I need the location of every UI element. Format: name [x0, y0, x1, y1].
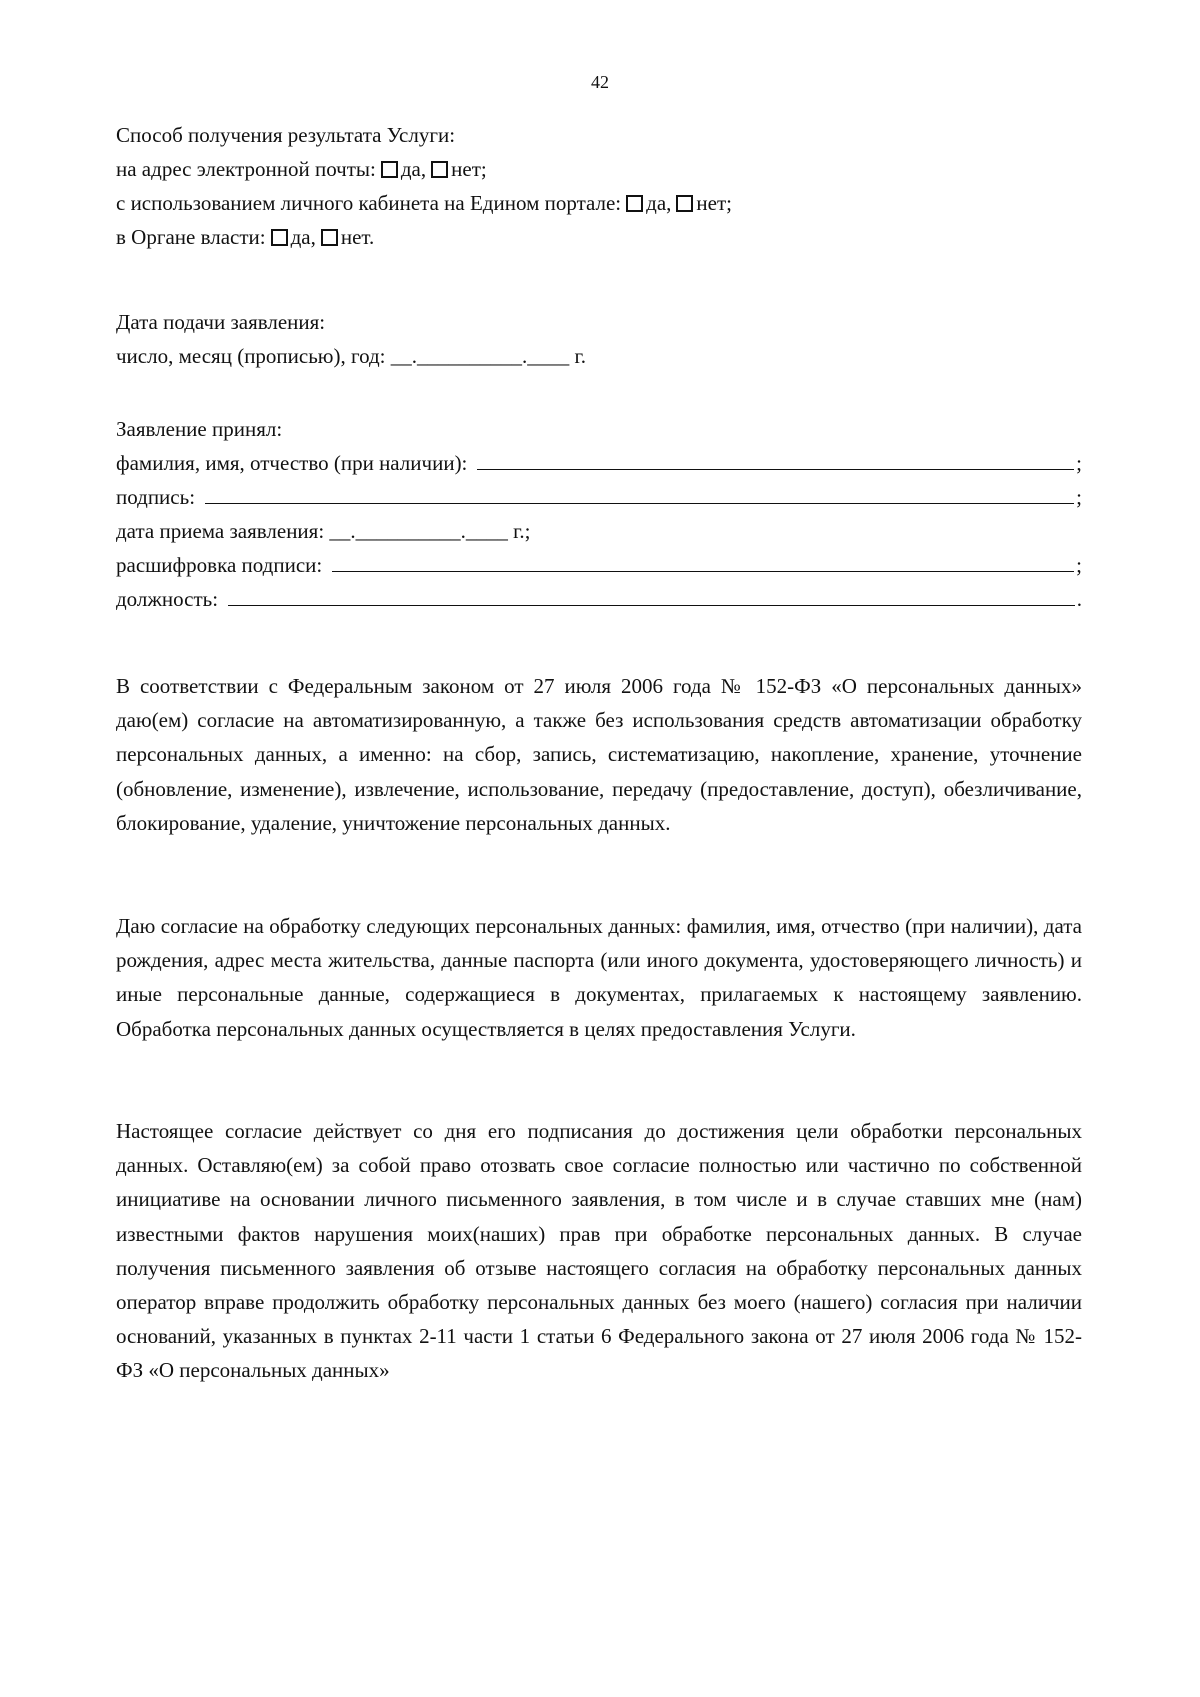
- authority-yes-label: да,: [290, 225, 316, 249]
- accepted-date-suffix: г.;: [507, 519, 531, 543]
- accepted-signature-row: [116, 480, 1082, 514]
- accepted-position-label: должность:: [116, 587, 219, 611]
- result-method-section: [116, 118, 1082, 254]
- accepted-position-row: [116, 582, 1082, 616]
- authority-option-row: [116, 220, 1082, 254]
- accepted-signature-label: подпись:: [116, 485, 196, 509]
- submission-date-section: [116, 305, 1082, 373]
- page-number: 42: [591, 72, 609, 92]
- consent-paragraph-3: Настоящее согласие действует со дня его подписания до достижения цели обработки персональных данных. Оставляю(ем) за собой право отозвать свое согласие полностью или частично по собственной инициативе на основании личного письменного заявления, в том числе и в случае ставших мне (нам) известными фактов нарушения моих(наших) прав при обработке персональных данных. В случае получения письменного заявления об отзыве настоящего согласия на обработку персональных данных оператор вправе продолжить обработку персональных данных без моего (нашего) согласия при наличии оснований, указанных в пунктах 2-11 части 1 статьи 6 Федерального закона от 27 июля 2006 года № 152-ФЗ «О персональных данных»: [116, 1119, 1082, 1383]
- portal-option-label: с использованием личного кабинета на Едином портале:: [116, 191, 622, 215]
- accepted-signature-field[interactable]: [205, 481, 1074, 504]
- accepted-decoding-label: расшифровка подписи:: [116, 553, 323, 577]
- authority-no-checkbox[interactable]: [321, 229, 338, 246]
- submission-heading: Дата подачи заявления:: [116, 310, 326, 334]
- accepted-heading: Заявление принял:: [116, 417, 283, 441]
- submission-date-field[interactable]: __.__________.____: [390, 344, 570, 368]
- accepted-section: [116, 412, 1082, 616]
- authority-yes-checkbox[interactable]: [271, 229, 288, 246]
- consent-paragraph-1: В соответствии с Федеральным законом от 27 июля 2006 года № 152-ФЗ «О персональных данных» даю(ем) согласие на автоматизированную, а также без использования средств автоматизации обработку персональных данных, а именно: на сбор, запись, систематизацию, накопление, хранение, уточнение (обновление, изменение), извлечение, использование, передачу (предоставление, доступ), обезличивание, блокирование, удаление, уничтожение персональных данных.: [116, 674, 1082, 835]
- accepted-date-row: [116, 514, 1082, 548]
- accepted-signature-end: ;: [1076, 485, 1082, 509]
- accepted-fio-end: ;: [1076, 451, 1082, 475]
- result-method-heading: Способ получения результата Услуги:: [116, 123, 456, 147]
- authority-no-label: нет.: [340, 225, 375, 249]
- accepted-date-field[interactable]: __.__________.____: [329, 519, 508, 543]
- accepted-fio-row: [116, 446, 1082, 480]
- email-no-checkbox[interactable]: [431, 161, 448, 178]
- email-yes-checkbox[interactable]: [381, 161, 398, 178]
- submission-date-row: [116, 339, 1082, 373]
- accepted-fio-label: фамилия, имя, отчество (при наличии):: [116, 451, 468, 475]
- email-option-row: [116, 152, 1082, 186]
- accepted-position-end: .: [1076, 587, 1082, 611]
- portal-no-checkbox[interactable]: [676, 195, 693, 212]
- accepted-decoding-end: ;: [1076, 553, 1082, 577]
- portal-yes-checkbox[interactable]: [626, 195, 643, 212]
- consent-paragraph-2: Даю согласие на обработку следующих персональных данных: фамилия, имя, отчество (при наличии), дата рождения, адрес места жительства, данные паспорта (или иного документа, удостоверяющего личность) и иные персональные данные, содержащиеся в документах, прилагаемых к настоящему заявлению. Обработка персональных данных осуществляется в целях предоставления Услуги.: [116, 914, 1082, 1041]
- portal-no-label: нет;: [696, 191, 732, 215]
- accepted-position-field[interactable]: [228, 583, 1075, 606]
- submission-year-suffix: г.: [569, 344, 586, 368]
- accepted-fio-field[interactable]: [477, 447, 1074, 470]
- accepted-decoding-row: [116, 548, 1082, 582]
- accepted-date-label: дата приема заявления:: [116, 519, 325, 543]
- portal-option-row: [116, 186, 1082, 220]
- portal-yes-label: да,: [646, 191, 672, 215]
- accepted-decoding-field[interactable]: [332, 549, 1074, 572]
- email-option-label: на адрес электронной почты:: [116, 157, 376, 181]
- authority-option-label: в Органе власти:: [116, 225, 266, 249]
- submission-date-label: число, месяц (прописью), год:: [116, 344, 386, 368]
- email-yes-label: да,: [400, 157, 427, 181]
- email-no-label: нет;: [451, 157, 487, 181]
